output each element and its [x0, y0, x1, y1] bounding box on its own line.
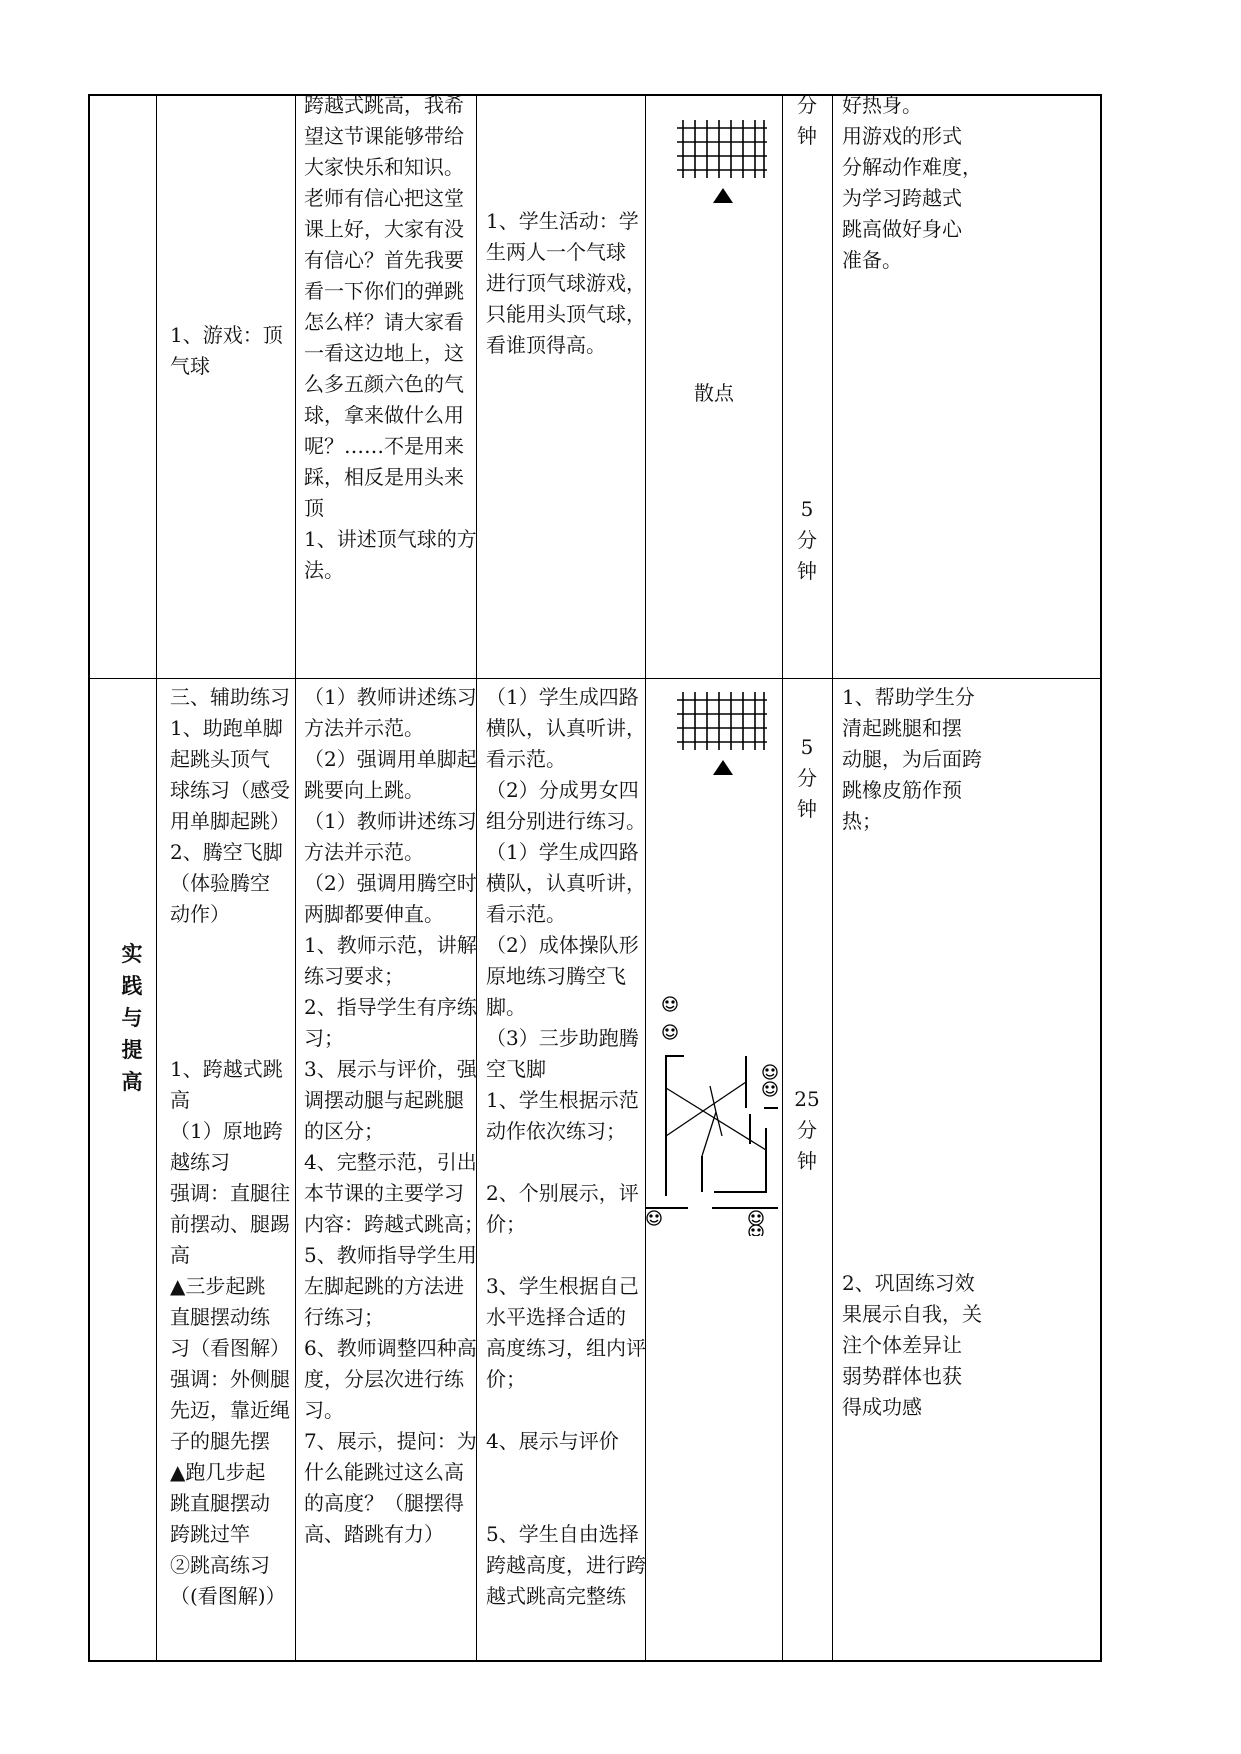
- student-smiley-icon: [763, 1082, 777, 1096]
- text-line: 望这节课能够带给: [304, 124, 464, 148]
- text-line: 跳要向上跳。: [304, 778, 424, 802]
- text-line: 球，拿来做什么用: [304, 403, 464, 427]
- text-line: 行练习；: [304, 1305, 384, 1329]
- text-line: 越式跳高完整练: [486, 1584, 626, 1608]
- text-line: （1）学生成四路: [486, 840, 639, 864]
- text-line: 的高度？（腿摆得: [304, 1491, 464, 1515]
- text-line: [486, 1457, 644, 1488]
- text-line: 内容：跨越式跳高；: [304, 1212, 484, 1236]
- text-line: 的区分；: [304, 1119, 384, 1143]
- text-line: 生两人一个气球: [486, 240, 626, 264]
- text-line: 分: [797, 766, 817, 790]
- text-line: 为学习跨越式: [842, 186, 962, 210]
- text-line: 动腿，为后面跨: [842, 747, 982, 771]
- text-line: （1）教师讲述练习: [304, 685, 477, 709]
- text-line: 老师有信心把这堂: [304, 186, 464, 210]
- text-line: 1、学生根据示范: [486, 1088, 639, 1112]
- text-line: 习；: [304, 1026, 344, 1050]
- text-line: 得成功感: [842, 1395, 922, 1419]
- formation-diagram: [675, 690, 771, 780]
- text-line: 跳高做好身心: [842, 217, 962, 241]
- text-line: 4、完整示范，引出: [304, 1150, 477, 1174]
- text-line: 左脚起跳的方法进: [304, 1274, 464, 1298]
- column-divider: [295, 96, 296, 1660]
- text-line: 高度练习，组内评: [486, 1336, 646, 1360]
- text-line: 习（看图解）: [170, 1336, 290, 1360]
- text-line: （2）强调用腾空时: [304, 871, 477, 895]
- text-line: 3、学生根据自己: [486, 1274, 639, 1298]
- text-line: ▲三步起跳: [170, 1274, 266, 1298]
- row2-time-bottom: [787, 1084, 827, 1177]
- text-line: 分: [797, 528, 817, 552]
- text-line: 跳橡皮筋作预: [842, 778, 962, 802]
- text-line: 么多五颜六色的气: [304, 372, 464, 396]
- text-line: 子的腿先摆: [170, 1429, 270, 1453]
- student-smiley-icon: [749, 1225, 763, 1236]
- text-line: 起跳头顶气: [170, 747, 270, 771]
- text-line: 25: [794, 1087, 820, 1111]
- text-line: 7、展示，提问：为: [304, 1429, 477, 1453]
- text-line: 练习要求；: [304, 964, 404, 988]
- row1-time-bottom: [787, 494, 827, 587]
- text-line: 两脚都要伸直。: [304, 902, 444, 926]
- text-line: 本节课的主要学习: [304, 1181, 464, 1205]
- text-line: 1、学生活动：学: [486, 209, 639, 233]
- text-line: 水平选择合适的: [486, 1305, 626, 1329]
- text-line: 6、教师调整四种高: [304, 1336, 477, 1360]
- text-line: 清起跳腿和摆: [842, 716, 962, 740]
- text-line: 看谁顶得高。: [486, 333, 606, 357]
- text-line: [170, 992, 292, 1023]
- text-line: 球练习（感受: [170, 778, 290, 802]
- text-line: 怎么样？请大家看: [304, 310, 464, 334]
- lesson-plan-table: [88, 94, 1102, 1662]
- student-smiley-icon: [647, 1211, 661, 1225]
- text-line: 什么能跳过这么高: [304, 1460, 464, 1484]
- student-smiley-icon: [663, 1025, 677, 1039]
- teacher-triangle-icon: [713, 188, 733, 203]
- text-line: 果展示自我，关: [842, 1302, 982, 1326]
- text-line: [486, 1240, 644, 1271]
- text-line: 分: [797, 1118, 817, 1142]
- column-divider: [782, 96, 783, 1660]
- text-line: 顶: [304, 496, 324, 520]
- text-line: 三、辅助练习: [170, 685, 290, 709]
- text-line: 越练习: [170, 1150, 230, 1174]
- text-line: （2）强调用单脚起: [304, 747, 477, 771]
- text-line: 2、指导学生有序练: [304, 995, 477, 1019]
- text-line: 5: [800, 497, 814, 521]
- organization-label: 散点: [694, 381, 734, 405]
- row2-intent-bottom: [842, 1268, 982, 1423]
- text-line: 钟: [797, 797, 817, 821]
- text-line: 弱势群体也获: [842, 1364, 962, 1388]
- text-line: 横队，认真听讲，: [486, 871, 646, 895]
- text-line: 脚。: [486, 995, 526, 1019]
- text-line: 动作）: [170, 902, 230, 926]
- text-line: 强调：直腿往: [170, 1181, 290, 1205]
- text-line: [486, 1488, 644, 1519]
- student-smiley-icon: [663, 997, 677, 1011]
- text-line: 踩，相反是用头来: [304, 465, 464, 489]
- text-line: （2）分成男女四: [486, 778, 639, 802]
- text-line: 一看这边地上，这: [304, 341, 464, 365]
- high-jump-diagram: [646, 996, 782, 1236]
- text-line: （1）教师讲述练习: [304, 809, 477, 833]
- text-line: 准备。: [842, 248, 902, 272]
- text-line: 践: [121, 973, 143, 998]
- text-line: 3、展示与评价，强: [304, 1057, 477, 1081]
- text-line: （体验腾空: [170, 871, 270, 895]
- text-line: 课上好，大家有没: [304, 217, 464, 241]
- text-line: 价；: [486, 1212, 526, 1236]
- text-line: 1、教师示范，讲解: [304, 933, 477, 957]
- section-title: [90, 938, 174, 1098]
- row-divider: [90, 678, 1100, 679]
- text-line: 4、展示与评价: [486, 1429, 619, 1453]
- text-line: （3）三步助跑腾: [486, 1026, 639, 1050]
- text-line: 动作依次练习；: [486, 1119, 626, 1143]
- text-line: 只能用头顶气球，: [486, 302, 646, 326]
- row1-content-cell: [170, 320, 290, 382]
- text-line: 实: [121, 941, 143, 966]
- row2-content-cell: [170, 682, 292, 1612]
- teacher-triangle-icon: [713, 760, 733, 775]
- text-line: 5、教师指导学生用: [304, 1243, 477, 1267]
- text-line: 高: [170, 1088, 190, 1112]
- text-line: （2）成体操队形: [486, 933, 639, 957]
- text-line: 前摆动、腿踢: [170, 1212, 290, 1236]
- text-line: 1、助跑单脚: [170, 716, 283, 740]
- text-line: 横队，认真听讲，: [486, 716, 646, 740]
- text-line: 看示范。: [486, 747, 566, 771]
- text-line: 组分别进行练习。: [486, 809, 646, 833]
- text-line: 5: [800, 735, 814, 759]
- row2-teacher-cell: [304, 682, 484, 1550]
- text-line: 跳直腿摆动: [170, 1491, 270, 1515]
- row2-intent-top: [842, 682, 982, 837]
- text-line: 1、帮助学生分: [842, 685, 975, 709]
- text-line: 调摆动腿与起跳腿: [304, 1088, 464, 1112]
- student-smiley-icon: [763, 1065, 777, 1079]
- text-line: 用单脚起跳）: [170, 809, 290, 833]
- row1-student-cell: [486, 206, 644, 361]
- text-line: 跨越式跳高，我希: [304, 93, 464, 117]
- text-line: 提: [121, 1037, 143, 1062]
- text-line: 好热身。: [842, 93, 922, 117]
- column-divider: [832, 96, 833, 1660]
- text-line: 注个体差异让: [842, 1333, 962, 1357]
- text-line: 价；: [486, 1367, 526, 1391]
- text-line: 直腿摆动练: [170, 1305, 270, 1329]
- text-line: 用游戏的形式: [842, 124, 962, 148]
- text-line: 热；: [842, 809, 882, 833]
- text-line: 习。: [304, 1398, 344, 1422]
- text-line: ▲跑几步起: [170, 1460, 266, 1484]
- text-line: 2、腾空飞脚: [170, 840, 283, 864]
- row1-teacher-cell: [304, 90, 477, 586]
- text-line: 先迈，靠近绳: [170, 1398, 290, 1422]
- text-line: 进行顶气球游戏，: [486, 271, 646, 295]
- text-line: 1、跨越式跳: [170, 1057, 283, 1081]
- column-divider: [156, 96, 157, 1660]
- text-line: 高、踏跳有力）: [304, 1522, 444, 1546]
- student-smiley-icon: [749, 1211, 763, 1225]
- text-line: [170, 961, 292, 992]
- text-line: 钟: [797, 1149, 817, 1173]
- text-line: 2、个别展示，评: [486, 1181, 639, 1205]
- text-line: 方法并示范。: [304, 840, 424, 864]
- text-line: 钟: [797, 559, 817, 583]
- text-line: 钟: [797, 124, 817, 148]
- text-line: 跨跳过竿: [170, 1522, 250, 1546]
- text-line: 法。: [304, 558, 344, 582]
- text-line: 跨越高度，进行跨: [486, 1553, 646, 1577]
- text-line: 看一下你们的弹跳: [304, 279, 464, 303]
- formation-diagram: [675, 118, 771, 208]
- text-line: [486, 1395, 644, 1426]
- text-line: 原地练习腾空飞: [486, 964, 626, 988]
- text-line: [170, 930, 292, 961]
- text-line: 5、学生自由选择: [486, 1522, 639, 1546]
- text-line: 有信心？首先我要: [304, 248, 464, 272]
- row2-student-cell: [486, 682, 644, 1612]
- text-line: 呢？……不是用来: [304, 434, 464, 458]
- text-line: 大家快乐和知识。: [304, 155, 464, 179]
- text-line: （(看图解)）: [170, 1584, 286, 1608]
- row1-intent-cell: [842, 90, 982, 276]
- text-line: 强调：外侧腿: [170, 1367, 290, 1391]
- text-line: （1）原地跨: [170, 1119, 283, 1143]
- row1-time-top: [787, 90, 827, 152]
- text-line: 高: [121, 1069, 143, 1094]
- text-line: 1、讲述顶气球的方: [304, 527, 477, 551]
- text-line: 看示范。: [486, 902, 566, 926]
- text-line: [486, 1147, 644, 1178]
- text-line: （1）学生成四路: [486, 685, 639, 709]
- text-line: 高: [170, 1243, 190, 1267]
- text-line: 度，分层次进行练: [304, 1367, 464, 1391]
- row2-time-top: [787, 732, 827, 825]
- text-line: 1、游戏：顶: [170, 323, 283, 347]
- text-line: 分解动作难度，: [842, 155, 982, 179]
- text-line: [170, 1023, 292, 1054]
- text-line: ②跳高练习: [170, 1553, 270, 1577]
- text-line: 气球: [170, 354, 210, 378]
- text-line: 与: [121, 1005, 143, 1030]
- text-line: 2、巩固练习效: [842, 1271, 975, 1295]
- text-line: 空飞脚: [486, 1057, 546, 1081]
- text-line: 方法并示范。: [304, 716, 424, 740]
- text-line: 分: [797, 93, 817, 117]
